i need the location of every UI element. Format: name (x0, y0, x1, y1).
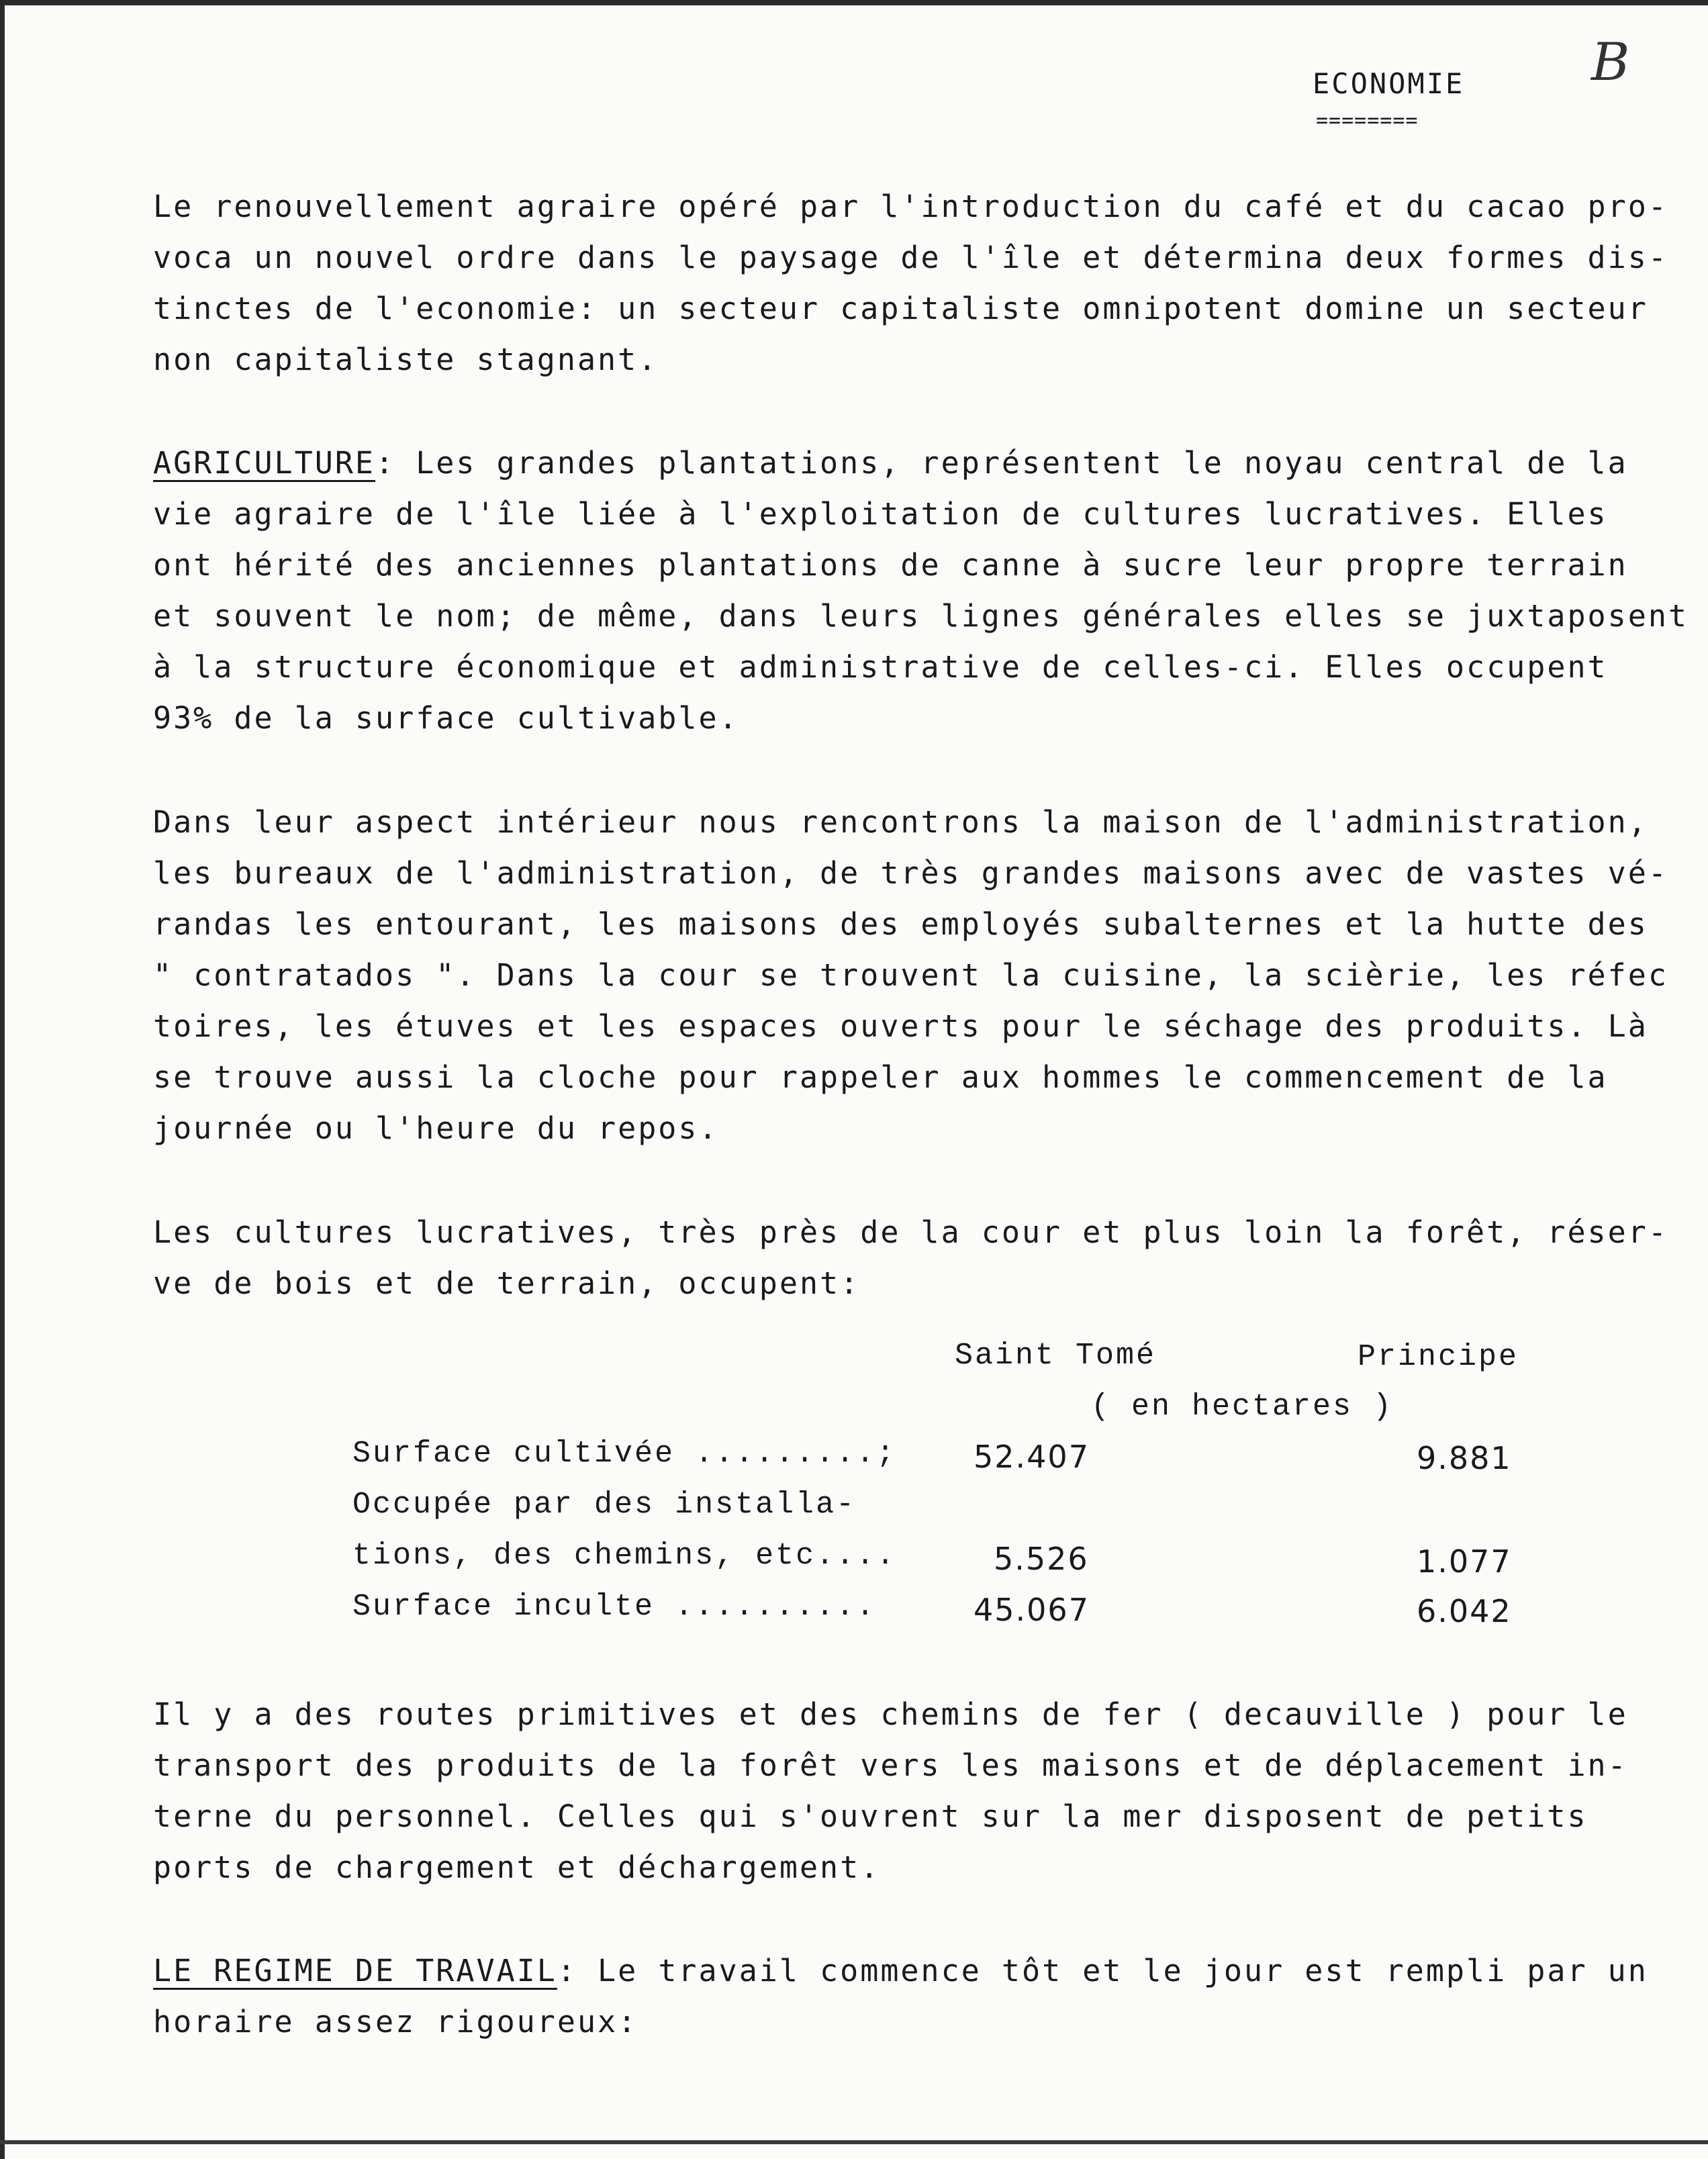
paragraph-2-line-1 (153, 443, 1628, 483)
table-header-saint-tome: Saint Tomé (955, 1339, 1157, 1373)
paragraph-5-line-1: Il y a des routes primitives et des chemins de fer ( decauville ) pour le (153, 1696, 1628, 1732)
section-label-agriculture: AGRICULTURE (153, 445, 376, 481)
paragraph-1-line-2: voca un nouvel ordre dans le paysage de l'île et détermina deux formes dis- (153, 240, 1668, 275)
table-header-principe: Principe (1358, 1340, 1519, 1374)
heading-underline: ======== (1316, 109, 1419, 132)
paragraph-6-line-1 (153, 1951, 1648, 1991)
paragraph-2-line-6: 93% de la surface cultivable. (153, 700, 739, 736)
paragraph-3-line-4: " contratados ". Dans la cour se trouvent la cuisine, la scièrie, les réfec (153, 957, 1668, 993)
paragraph-3-line-6: se trouve aussi la cloche pour rappeler aux hommes le commencement de la (153, 1059, 1608, 1095)
paragraph-2-line-5: à la structure économique et administrative de celles-ci. Elles occupent (153, 649, 1608, 685)
paragraph-1-line-4: non capitaliste stagnant. (153, 342, 659, 377)
table-row-1-principe: 9.881 (1417, 1440, 1512, 1476)
paragraph-3-line-3: randas les entourant, les maisons des employés subalternes et la hutte des (153, 906, 1648, 942)
table-row-3-principe: 1.077 (1417, 1543, 1512, 1580)
table-row-4-saint-tome: 45.067 (974, 1592, 1090, 1628)
table-row-4-label: Surface inculte .......... (352, 1590, 877, 1624)
paragraph-2-line-3: ont hérité des anciennes plantations de canne à sucre leur propre terrain (153, 547, 1628, 583)
paragraph-3-line-7: journée ou l'heure du repos. (153, 1110, 719, 1146)
table-row-1-label: Surface cultivée .........; (352, 1437, 897, 1471)
paragraph-5-line-2: transport des produits de la forêt vers les maisons et de déplacement in- (153, 1747, 1628, 1783)
paragraph-3-line-5: toires, les étuves et les espaces ouverts pour le séchage des produits. Là (153, 1008, 1648, 1044)
page-border-bottom (0, 2140, 1708, 2144)
page-border-left (0, 0, 5, 2159)
handwritten-mark: B (1591, 32, 1630, 93)
paragraph-4-line-2: ve de bois et de terrain, occupent: (153, 1265, 861, 1301)
paragraph-2-line-2: vie agraire de l'île liée à l'exploitation de cultures lucratives. Elles (153, 496, 1608, 532)
paragraph-1-line-3: tinctes de l'economie: un secteur capitaliste omnipotent domine un secteur (153, 291, 1648, 326)
paragraph-5-line-4: ports de chargement et déchargement. (153, 1850, 881, 1885)
paragraph-3-line-2: les bureaux de l'administration, de très grandes maisons avec de vastes vé- (153, 855, 1668, 891)
paragraph-6-line-2: horaire assez rigoureux: (153, 2004, 638, 2040)
paragraph-2-line-1-text: : Les grandes plantations, représentent le noyau central de la (375, 445, 1628, 481)
table-unit: ( en hectares ) (1091, 1390, 1394, 1424)
paragraph-4-line-1: Les cultures lucratives, très près de la cour et plus loin la forêt, réser- (153, 1214, 1668, 1250)
paragraph-2-line-4: et souvent le nom; de même, dans leurs lignes générales elles se juxtaposent (153, 598, 1689, 634)
page-border-top (0, 0, 1708, 5)
table-row-2-label: Occupée par des installa- (352, 1488, 857, 1522)
table-row-3-label: tions, des chemins, etc.... (352, 1539, 897, 1573)
paragraph-3-line-1: Dans leur aspect intérieur nous rencontrons la maison de l'administration, (153, 804, 1648, 840)
paragraph-5-line-3: terne du personnel. Celles qui s'ouvrent sur la mer disposent de petits (153, 1798, 1588, 1834)
paragraph-1-line-1: Le renouvellement agraire opéré par l'introduction du café et du cacao pro- (153, 189, 1668, 224)
page-heading: ECONOMIE (1313, 67, 1465, 100)
paragraph-6-line-1-text: : Le travail commence tôt et le jour est rempli par un (557, 1953, 1648, 1988)
table-row-4-principe: 6.042 (1417, 1593, 1512, 1629)
table-row-3-saint-tome: 5.526 (994, 1541, 1089, 1577)
section-label-regime-de-travail: LE REGIME DE TRAVAIL (153, 1953, 557, 1988)
table-row-1-saint-tome: 52.407 (974, 1439, 1090, 1475)
